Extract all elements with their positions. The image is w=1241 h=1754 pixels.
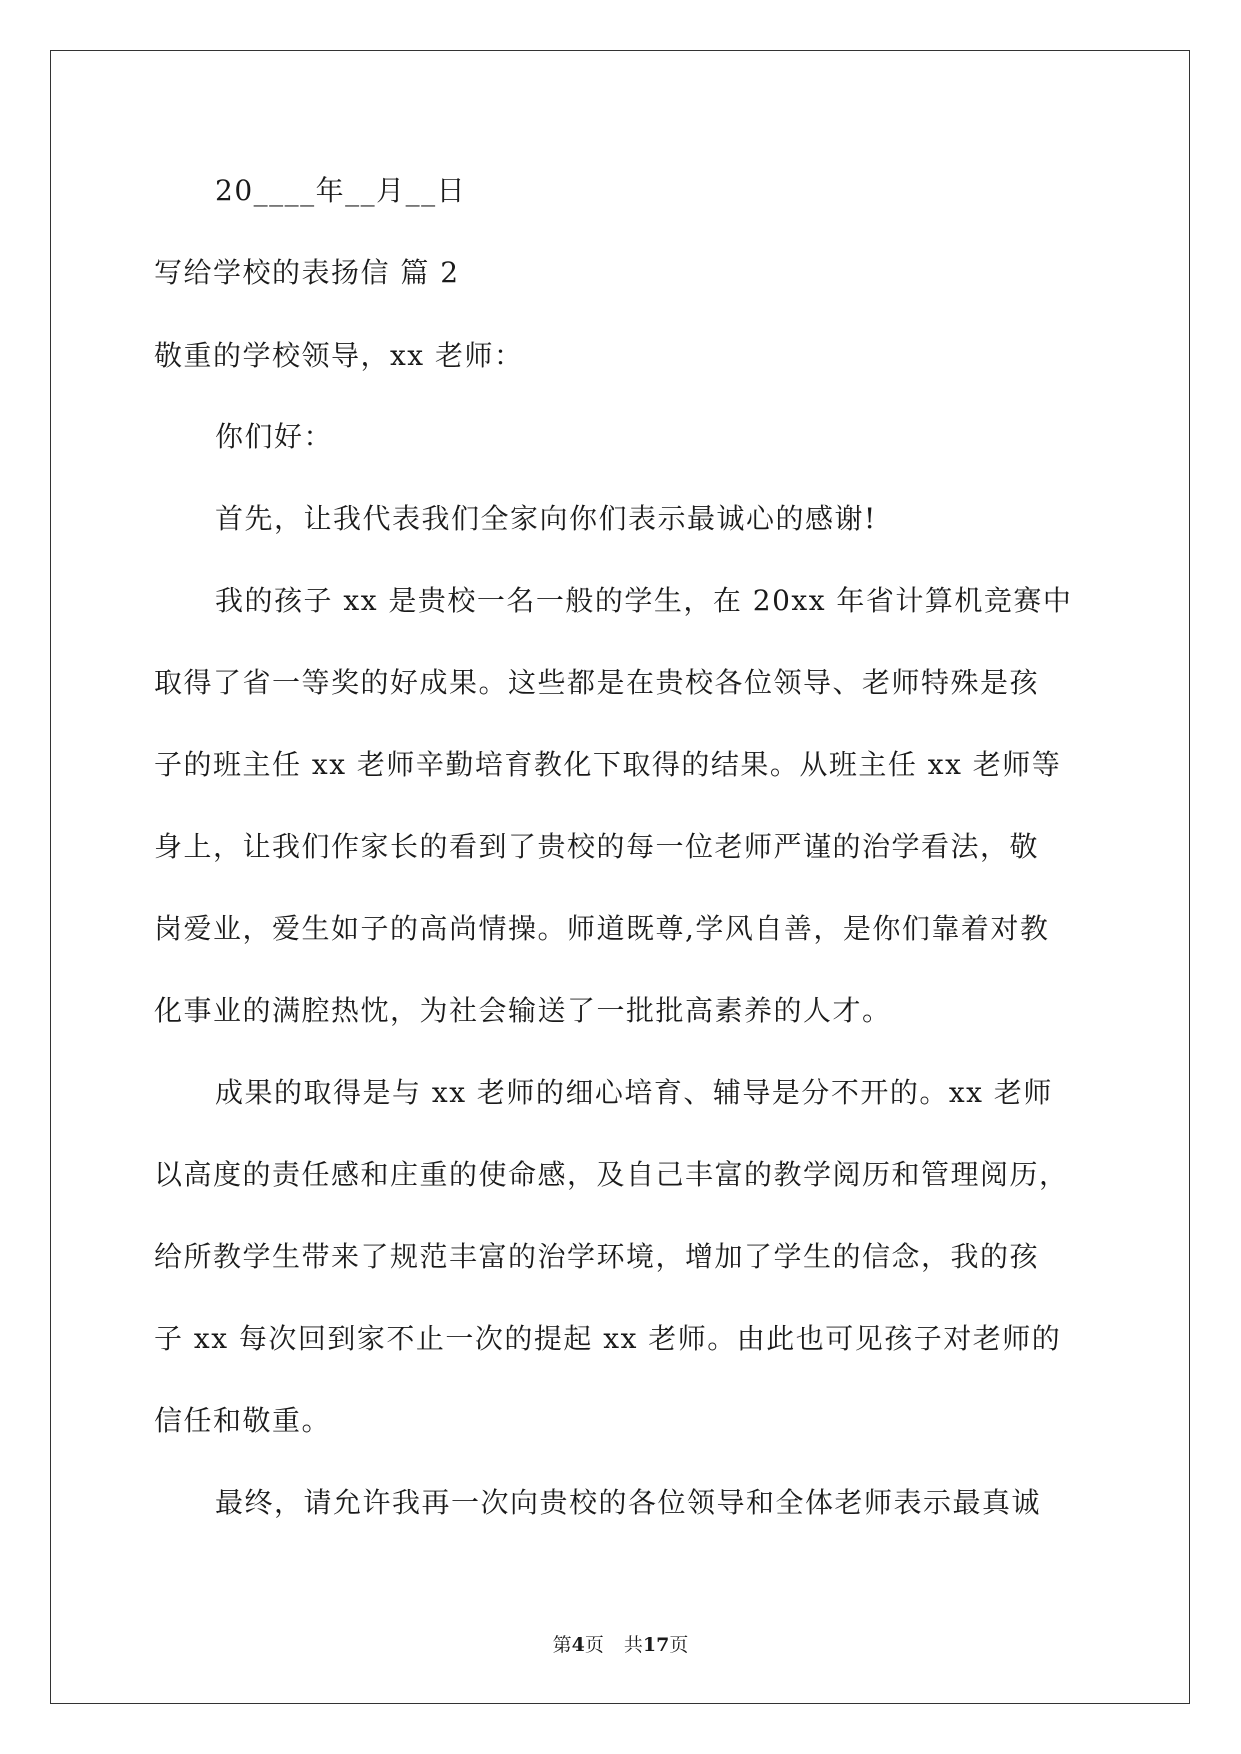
paragraph-line: 最终，请允许我再一次向贵校的各位领导和全体老师表示最真诚 [215,1486,1042,1519]
paragraph-line: 取得了省一等奖的好成果。这些都是在贵校各位领导、老师特殊是孩 [154,666,1040,699]
paragraph-line: 给所教学生带来了规范丰富的治学环境，增加了学生的信念，我的孩 [154,1240,1040,1273]
page-border [50,50,1190,1704]
salutation: 敬重的学校领导，xx 老师： [154,339,524,372]
page-total-suffix: 页 [669,1634,689,1656]
paragraph-line: 子 xx 每次回到家不止一次的提起 xx 老师。由此也可见孩子对老师的 [154,1322,1062,1355]
date-line: 20____年__月__日 [215,174,467,207]
page-total-prefix: 共 [623,1634,643,1656]
page-number-suffix: 页 [584,1634,604,1656]
page-number-current: 4 [571,1634,585,1656]
page-number-prefix: 第 [552,1634,572,1656]
paragraph-line: 化事业的满腔热忱，为社会输送了一批批高素养的人才。 [154,994,892,1027]
paragraph-line: 我的孩子 xx 是贵校一名一般的学生，在 20xx 年省计算机竞赛中 [215,584,1073,617]
greeting: 你们好： [215,420,334,453]
section-title: 写给学校的表扬信 篇 2 [154,256,460,289]
paragraph-line: 岗爱业，爱生如子的高尚情操。师道既尊,学风自善，是你们靠着对教 [154,912,1050,945]
page-footer [0,1633,1241,1657]
paragraph-line: 身上，让我们作家长的看到了贵校的每一位老师严谨的治学看法，敬 [154,830,1040,863]
paragraph-line: 信任和敬重。 [154,1404,332,1437]
paragraph-line: 首先，让我代表我们全家向你们表示最诚心的感谢! [215,502,877,535]
paragraph-line: 成果的取得是与 xx 老师的细心培育、辅导是分不开的。xx 老师 [215,1076,1053,1109]
paragraph-line: 子的班主任 xx 老师辛勤培育教化下取得的结果。从班主任 xx 老师等 [154,748,1062,781]
page-total: 17 [642,1634,670,1656]
paragraph-line: 以高度的责任感和庄重的使命感，及自己丰富的教学阅历和管理阅历， [154,1158,1069,1191]
